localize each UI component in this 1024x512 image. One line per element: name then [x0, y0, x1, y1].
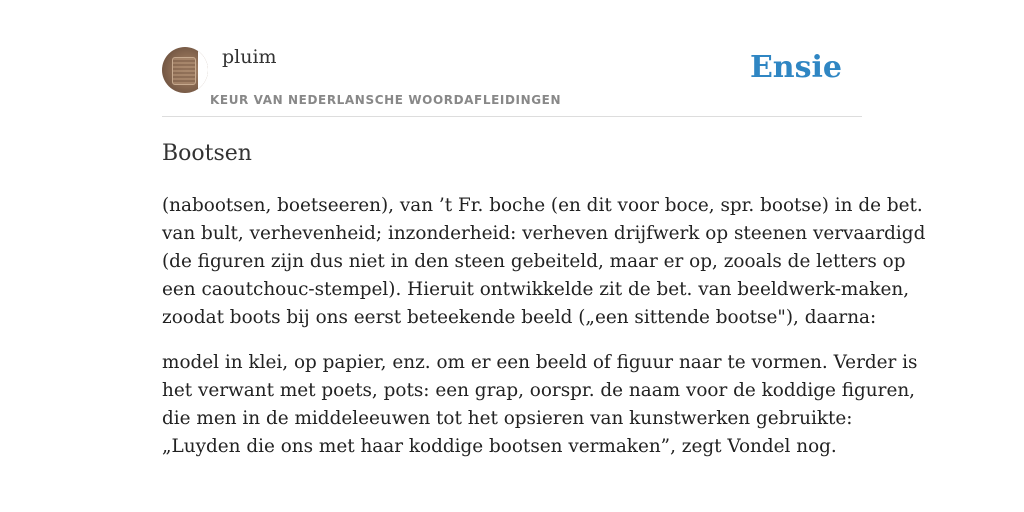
- text-line: die men in de middeleeuwen tot het opsieren van kunstwerken gebruikte:: [162, 408, 853, 429]
- text-line: van bult, verhevenheid; inzonderheid: verheven drijfwerk op steenen vervaardigd: [162, 223, 926, 244]
- text-line: het verwant met poets, pots: een grap, oorspr. de naam voor de koddige figuren,: [162, 380, 916, 401]
- source-name[interactable]: KEUR VAN NEDERLANSCHE WOORDAFLEIDINGEN: [210, 93, 562, 107]
- avatar-cutout: [198, 47, 208, 93]
- text-line: een caoutchouc-stempel). Hieruit ontwikkelde zit de bet. van beeldwerk-maken,: [162, 279, 910, 300]
- text-line: model in klei, op papier, enz. om er een beeld of figuur naar te vormen. Verder is: [162, 352, 918, 373]
- brand-logo[interactable]: Ensie: [749, 50, 842, 85]
- avatar[interactable]: [162, 47, 208, 93]
- entry-body: [162, 192, 926, 478]
- avatar-image: [172, 57, 196, 85]
- username[interactable]: pluim: [222, 46, 277, 68]
- paragraph: [162, 349, 918, 461]
- text-line: „Luyden die ons met haar koddige bootsen vermaken”, zegt Vondel nog.: [162, 436, 837, 457]
- entry-title: Bootsen: [162, 141, 252, 166]
- text-line: (de figuren zijn dus niet in den steen gebeiteld, maar er op, zooals de letters op: [162, 251, 906, 272]
- text-line: (nabootsen, boetseeren), van ’t Fr. boche (en dit voor boce, spr. bootse) in de bet.: [162, 195, 923, 216]
- paragraph: [162, 192, 926, 332]
- text-line: zoodat boots bij ons eerst beteekende beeld („een sittende bootse"), daarna:: [162, 307, 877, 328]
- header: [162, 40, 862, 117]
